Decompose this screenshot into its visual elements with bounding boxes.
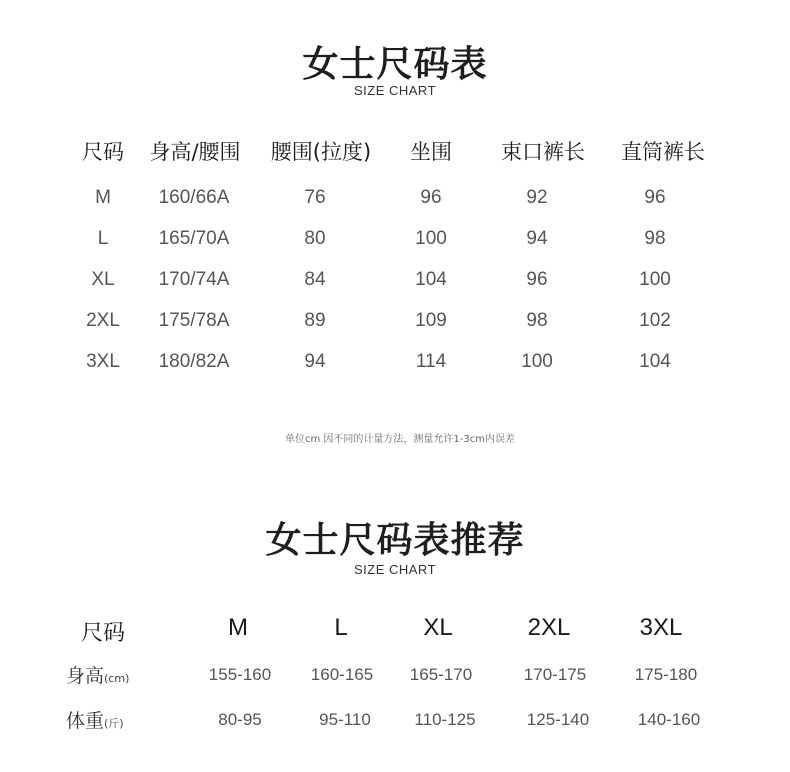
chart2-header-cell: XL — [423, 614, 453, 641]
waist-cell: 89 — [304, 310, 326, 331]
size-cell: 2XL — [86, 310, 120, 331]
height-range-cell: 160-165 — [310, 665, 374, 684]
hip-cell: 100 — [415, 228, 447, 249]
weight-range-cell: 80-95 — [218, 710, 262, 729]
waist-cell: 84 — [304, 269, 326, 290]
size-cell: L — [97, 228, 109, 249]
weight-range-cell: 110-125 — [414, 710, 476, 729]
weight-range-cell: 140-160 — [637, 710, 701, 729]
chart1-header-cell: 身高/腰围 — [149, 140, 241, 164]
cuffed-length-cell: 92 — [526, 187, 548, 208]
chart1-header-cell: 尺码 — [82, 140, 124, 164]
height-waist-cell: 180/82A — [158, 351, 230, 372]
row-label-text: 体重 — [66, 710, 105, 732]
hip-cell: 96 — [420, 187, 442, 208]
straight-length-cell: 104 — [639, 351, 671, 372]
hip-cell: 109 — [415, 310, 447, 331]
straight-length-cell: 96 — [644, 187, 666, 208]
chart1-header-cell: 腰围(拉度) — [270, 140, 372, 164]
row-label — [66, 706, 124, 733]
chart2-header-cell: M — [228, 614, 248, 641]
row-label-unit: (cm) — [104, 672, 130, 685]
row-label — [66, 661, 129, 688]
size-cell: XL — [91, 269, 115, 290]
chart2-subtitle: SIZE CHART — [353, 562, 437, 577]
chart2-header-cell: 尺码 — [80, 621, 126, 646]
waist-cell: 80 — [304, 228, 326, 249]
height-waist-cell: 160/66A — [158, 187, 230, 208]
chart1-title: 女士尺码表 — [302, 44, 488, 85]
chart2-header-cell: L — [334, 614, 348, 641]
cuffed-length-cell: 98 — [526, 310, 548, 331]
cuffed-length-cell: 96 — [526, 269, 548, 290]
chart1-subtitle: SIZE CHART — [353, 83, 437, 98]
weight-range-cell: 95-110 — [319, 710, 371, 729]
height-range-cell: 155-160 — [208, 665, 272, 684]
row-label-unit: (斤) — [104, 717, 124, 730]
chart2-header-cell: 2XL — [527, 614, 571, 641]
height-range-cell: 165-170 — [409, 665, 473, 684]
waist-cell: 94 — [304, 351, 326, 372]
height-waist-cell: 165/70A — [158, 228, 230, 249]
height-waist-cell: 175/78A — [158, 310, 230, 331]
height-range-cell: 175-180 — [634, 665, 698, 684]
cuffed-length-cell: 100 — [521, 351, 553, 372]
size-cell: 3XL — [86, 351, 120, 372]
weight-range-cell: 125-140 — [526, 710, 590, 729]
straight-length-cell: 98 — [644, 228, 666, 249]
measurement-note: 单位cm 因不同的计量方法，测量允许1-3cm内误差 — [285, 434, 515, 445]
chart1-header-cell: 直筒裤长 — [621, 140, 705, 164]
hip-cell: 104 — [415, 269, 447, 290]
size-cell: M — [95, 187, 111, 208]
straight-length-cell: 100 — [639, 269, 671, 290]
cuffed-length-cell: 94 — [526, 228, 548, 249]
waist-cell: 76 — [304, 187, 326, 208]
straight-length-cell: 102 — [639, 310, 671, 331]
hip-cell: 114 — [415, 351, 447, 372]
chart1-header-cell: 束口裤长 — [501, 140, 585, 164]
height-range-cell: 170-175 — [523, 665, 587, 684]
chart1-header-cell: 坐围 — [410, 140, 452, 164]
chart2-header-cell: 3XL — [639, 614, 683, 641]
height-waist-cell: 170/74A — [158, 269, 230, 290]
row-label-text: 身高 — [66, 665, 105, 687]
chart2-title: 女士尺码表推荐 — [265, 520, 525, 561]
